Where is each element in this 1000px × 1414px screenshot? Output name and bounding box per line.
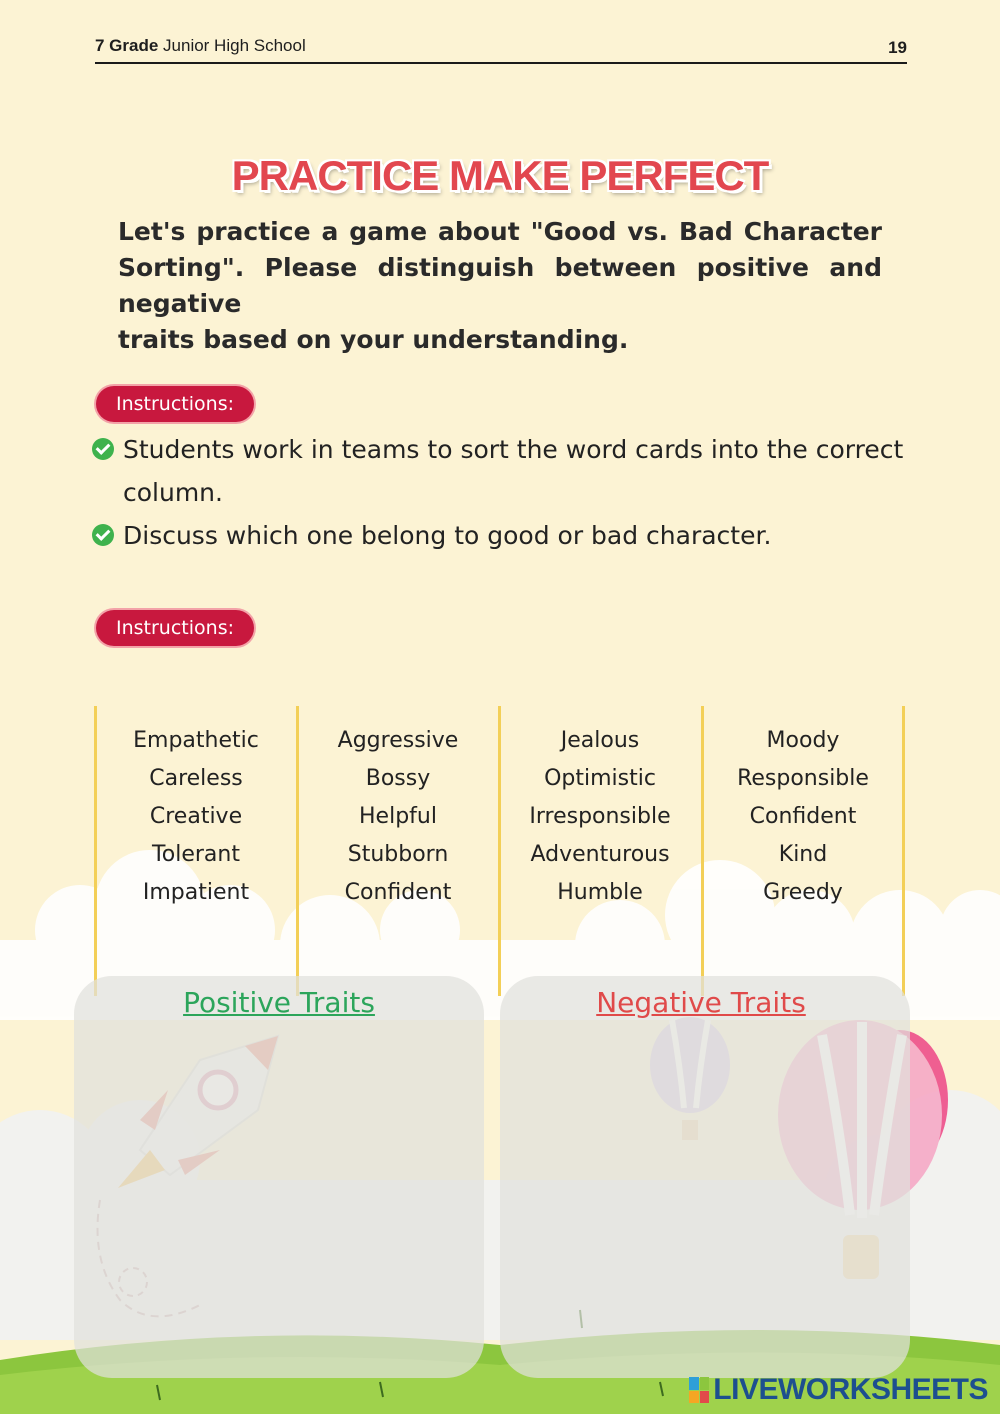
word-card[interactable]: Moody — [766, 728, 840, 753]
intro-line: traits based on your understanding. — [118, 325, 629, 354]
word-card[interactable]: Jealous — [560, 728, 640, 753]
intro-line: Sorting". Please distinguish between positive and negative — [118, 253, 882, 318]
intro-paragraph — [118, 214, 882, 358]
instruction-item — [92, 428, 922, 514]
instruction-item — [92, 514, 922, 557]
instruction-text: Discuss which one belong to good or bad character. — [123, 521, 772, 550]
word-card[interactable]: Irresponsible — [529, 804, 671, 829]
word-card[interactable]: Kind — [778, 842, 828, 867]
word-card[interactable]: Empathetic — [133, 728, 259, 753]
positive-traits-title: Positive Traits — [183, 986, 375, 1019]
word-card[interactable]: Tolerant — [152, 842, 240, 867]
instructions-badge: Instructions: — [96, 386, 254, 422]
word-card[interactable]: Optimistic — [544, 766, 656, 791]
page-number: 19 — [888, 38, 907, 57]
word-card[interactable]: Bossy — [365, 766, 431, 791]
intro-line: Let's practice a game about "Good vs. Bad Character — [118, 217, 882, 246]
instructions-badge: Instructions: — [96, 610, 254, 646]
word-card[interactable]: Confident — [344, 880, 452, 905]
check-icon — [92, 524, 114, 546]
word-column — [298, 706, 498, 996]
brand-name: LIVEWORKSHEETS — [713, 1373, 988, 1406]
page-header — [95, 34, 907, 64]
check-icon — [92, 438, 114, 460]
word-card[interactable]: Adventurous — [530, 842, 670, 867]
positive-traits-dropzone[interactable] — [74, 976, 484, 1378]
liveworksheets-logo[interactable] — [689, 1372, 988, 1408]
grade-label: 7 Grade Junior High School — [95, 36, 306, 55]
instruction-text: Students work in teams to sort the word cards into the correct — [123, 435, 904, 464]
word-card[interactable]: Greedy — [763, 880, 843, 905]
word-column — [96, 706, 296, 996]
instruction-text: column. — [123, 478, 223, 507]
word-card[interactable]: Stubborn — [347, 842, 449, 867]
word-cards-panel — [94, 706, 906, 996]
liveworksheets-logo-icon — [689, 1377, 709, 1403]
page-title: PRACTICE MAKE PERFECT — [231, 152, 769, 199]
word-card[interactable]: Humble — [557, 880, 643, 905]
word-card[interactable]: Confident — [749, 804, 857, 829]
word-card[interactable]: Impatient — [142, 880, 250, 905]
instruction-list — [92, 428, 922, 557]
word-card[interactable]: Aggressive — [337, 728, 459, 753]
word-card[interactable]: Creative — [149, 804, 243, 829]
word-column — [703, 706, 903, 996]
word-card[interactable]: Helpful — [359, 804, 437, 829]
negative-traits-dropzone[interactable] — [500, 976, 910, 1378]
word-column — [500, 706, 700, 996]
word-card[interactable]: Careless — [149, 766, 243, 791]
word-card[interactable]: Responsible — [737, 766, 869, 791]
negative-traits-title: Negative Traits — [596, 986, 806, 1019]
